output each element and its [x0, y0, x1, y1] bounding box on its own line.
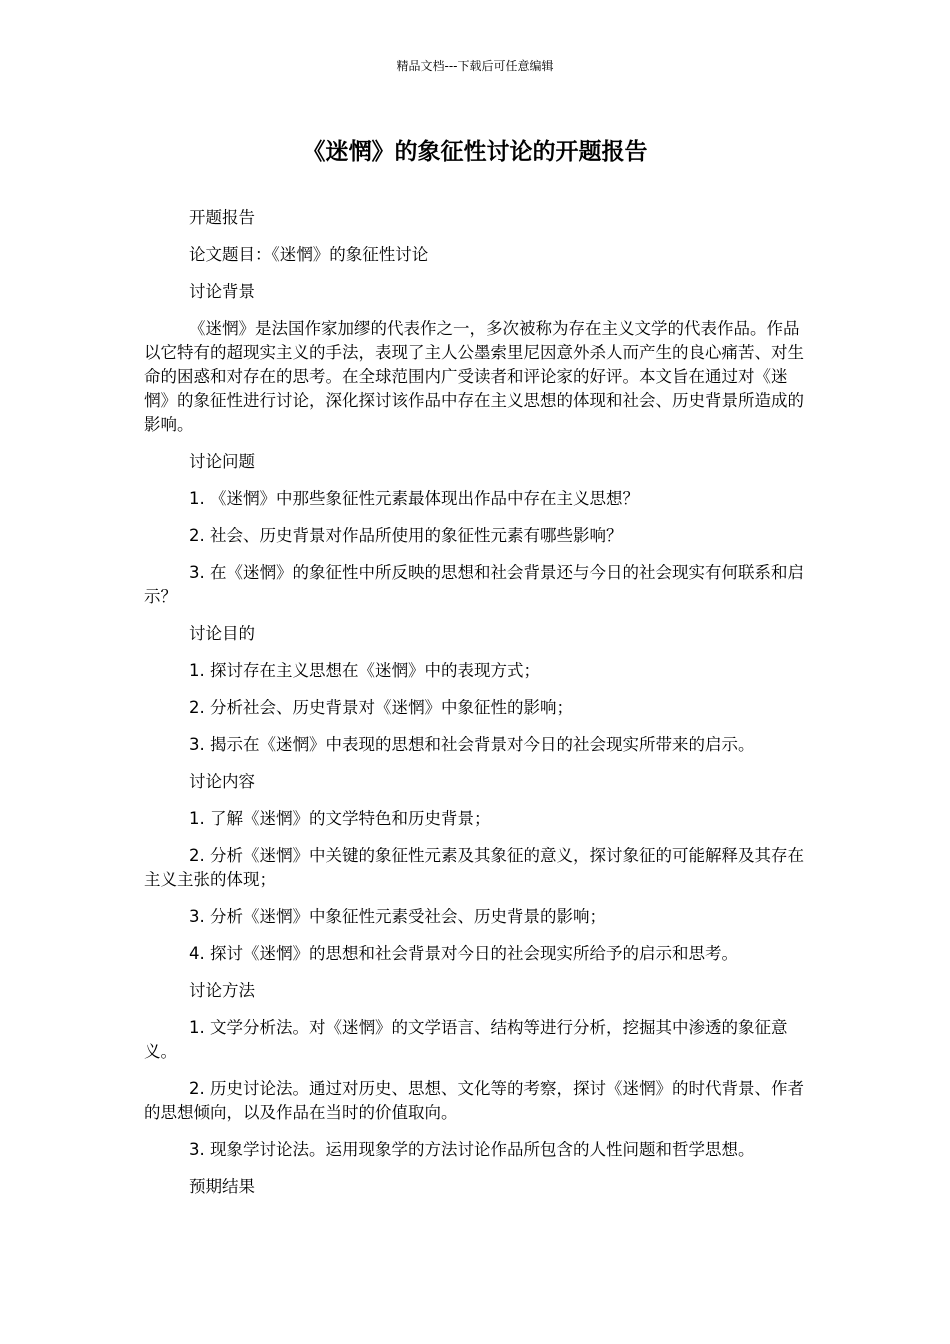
- list-item: 3. 现象学讨论法。运用现象学的方法讨论作品所包含的人性问题和哲学思想。: [189, 1140, 755, 1159]
- section-heading: 讨论目的: [189, 624, 255, 643]
- section-heading: 开题报告: [189, 208, 255, 227]
- document-title: 《迷惘》的象征性讨论的开题报告: [302, 139, 648, 165]
- list-item: 2. 分析《迷惘》中关键的象征性元素及其象征的意义，探讨象征的可能解释及其存在主义主张的体现；: [144, 846, 804, 889]
- list-item: 3. 分析《迷惘》中象征性元素受社会、历史背景的影响；: [189, 907, 606, 926]
- list-item: 2. 社会、历史背景对作品所使用的象征性元素有哪些影响？: [189, 526, 623, 545]
- list-item: 1. 文学分析法。对《迷惘》的文学语言、结构等进行分析，挖掘其中渗透的象征意义。: [144, 1018, 788, 1061]
- list-item: 2. 历史讨论法。通过对历史、思想、文化等的考察，探讨《迷惘》的时代背景、作者的思想倾向，以及作品在当时的价值取向。: [144, 1079, 804, 1122]
- list-item: 3. 揭示在《迷惘》中表现的思想和社会背景对今日的社会现实所带来的启示。: [189, 735, 755, 754]
- section-heading: 讨论方法: [189, 981, 255, 1000]
- list-item: 1. 《迷惘》中那些象征性元素最体现出作品中存在主义思想？: [189, 489, 639, 508]
- thesis-title-line: 论文题目：《迷惘》的象征性讨论: [189, 245, 429, 264]
- body-paragraph: 《迷惘》是法国作家加缪的代表作之一，多次被称为存在主义文学的代表作品。作品以它特有的超现实主义的手法，表现了主人公墨索里尼因意外杀人而产生的良心痛苦、对生命的困惑和对存在的思考。在全球范围内广受读者和评论家的好评。本文旨在通过对《迷惘》的象征性进行讨论，深化探讨该作品中存在主义思想的体现和社会、历史背景所造成的影响。: [144, 319, 804, 434]
- section-heading: 讨论背景: [189, 282, 255, 301]
- list-item: 2. 分析社会、历史背景对《迷惘》中象征性的影响；: [189, 698, 573, 717]
- page-header: 精品文档---下载后可任意编辑: [396, 59, 554, 73]
- list-item: 3. 在《迷惘》的象征性中所反映的思想和社会背景还与今日的社会现实有何联系和启示？: [144, 563, 804, 606]
- section-heading: 预期结果: [189, 1177, 255, 1196]
- list-item: 4. 探讨《迷惘》的思想和社会背景对今日的社会现实所给予的启示和思考。: [189, 944, 738, 963]
- list-item: 1. 了解《迷惘》的文学特色和历史背景；: [189, 809, 491, 828]
- section-heading: 讨论内容: [189, 772, 255, 791]
- list-item: 1. 探讨存在主义思想在《迷惘》中的表现方式；: [189, 661, 540, 680]
- section-heading: 讨论问题: [189, 452, 255, 471]
- document-body: [144, 206, 804, 1212]
